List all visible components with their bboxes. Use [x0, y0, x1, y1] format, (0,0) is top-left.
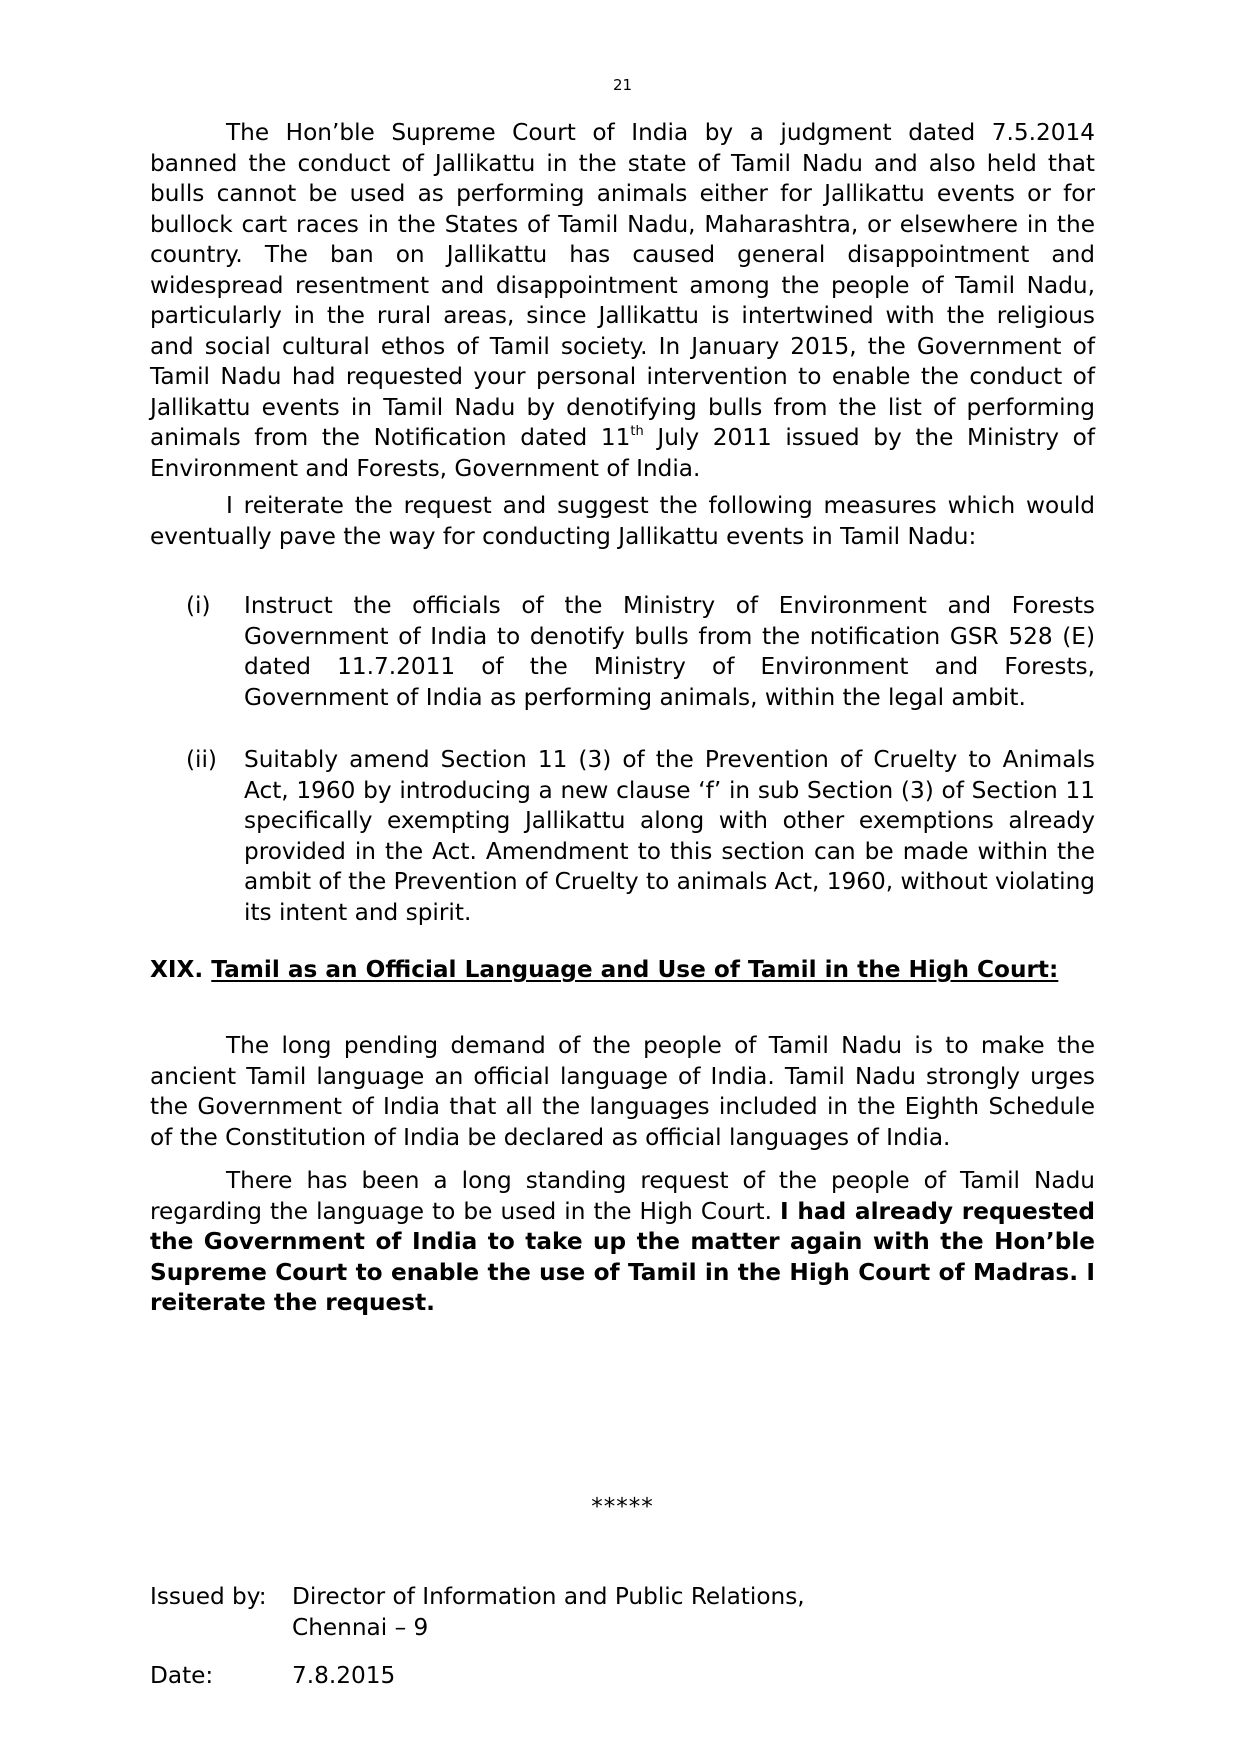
date-value: 7.8.2015 — [292, 1662, 396, 1689]
section-title: Tamil as an Official Language and Use of Tamil in the High Court: — [211, 956, 1059, 983]
paragraph-text: There has been a long standing request of the people of Tamil Nadu regarding the language to be used in the High Court. — [150, 1167, 1095, 1225]
measure-text: Instruct the officials of the Ministry of Environment and Forests Government of India to denotify bulls from the notification GSR 528 (E) dated 11.7.2011 of the Ministry of Environment and Forests, Government of India as performing animals, within the legal ambit. — [244, 592, 1095, 711]
section-number: XIX. — [150, 956, 204, 983]
paragraph-text: The long pending demand of the people of Tamil Nadu is to make the ancient Tamil language an official language of India. Tamil Nadu strongly urges the Government of India that all the languages included in the Eighth Schedule of the Constitution of India be declared as official languages of India. — [150, 1032, 1095, 1151]
superscript-ordinal: th — [630, 424, 644, 439]
paragraph-text-cont: July 2011 issued by the Ministry of Environment and Forests, Government of India. — [150, 424, 1095, 482]
paragraph-bold-text: I had already requested the Government of India to take up the matter again with the Hon’ble Supreme Court to enable the use of Tamil in the High Court of Madras. I reiterate the request. — [150, 1197, 1095, 1316]
date-label: Date: — [150, 1662, 214, 1689]
issued-by-block — [150, 1582, 805, 1643]
paragraph-high-court-language — [150, 1166, 1095, 1319]
section-heading — [150, 955, 1095, 986]
measure-item-1 — [150, 591, 1095, 713]
paragraph-text: The Hon’ble Supreme Court of India by a judgment dated 7.5.2014 banned the conduct of Jallikattu in the state of Tamil Nadu and also held that bulls cannot be used as performing animals either for Jallikattu events or for bullock cart races in the States of Tamil Nadu, Maharashtra, or elsewhere in the country. The ban on Jallikattu has caused general disappointment and widespread resentment and disappointment among the people of Tamil Nadu, particularly in the rural areas, since Jallikattu is intertwined with the religious and social cultural ethos of Tamil society. In January 2015, the Government of Tamil Nadu had requested your personal intervention to enable the conduct of Jallikattu events in Tamil Nadu by denotifying bulls from the list of performing animals from the Notification dated 11 — [150, 119, 1095, 451]
paragraph-jallikattu-ban — [150, 118, 1095, 484]
measure-item-2 — [150, 745, 1095, 928]
paragraph-official-language — [150, 1031, 1095, 1153]
list-marker: (i) — [186, 592, 211, 619]
issued-by-label: Issued by: — [150, 1583, 267, 1610]
paragraph-reiterate-request — [150, 491, 1095, 552]
end-separator: ***** — [591, 1494, 654, 1520]
issued-by-line1: Director of Information and Public Relations, — [292, 1583, 805, 1610]
paragraph-text: I reiterate the request and suggest the following measures which would eventually pave the way for conducting Jallikattu events in Tamil Nadu: — [150, 492, 1095, 550]
date-block — [150, 1661, 395, 1692]
page-number: 21 — [612, 76, 633, 94]
issued-by-line2: Chennai – 9 — [292, 1613, 429, 1641]
measure-text: Suitably amend Section 11 (3) of the Prevention of Cruelty to Animals Act, 1960 by introducing a new clause ‘f’ in sub Section (3) of Section 11 specifically exempting Jallikattu along with other exemptions already provided in the Act. Amendment to this section can be made within the ambit of the Prevention of Cruelty to animals Act, 1960, without violating its intent and spirit. — [244, 746, 1095, 926]
list-marker: (ii) — [186, 746, 217, 773]
